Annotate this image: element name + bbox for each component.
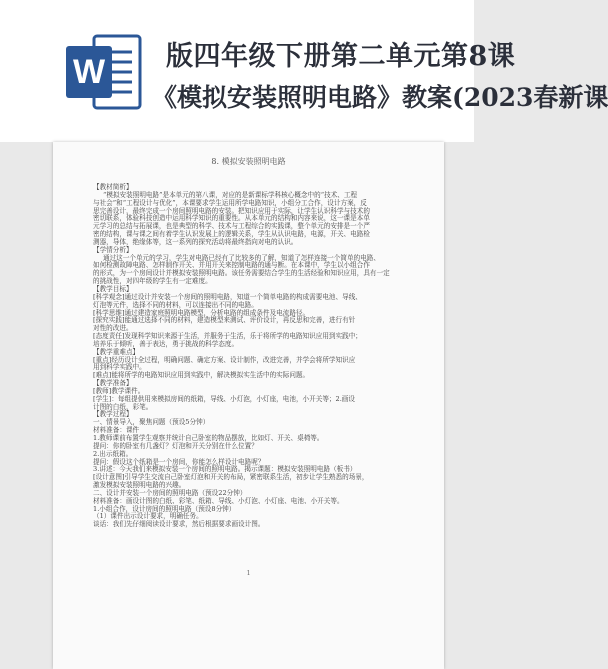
document-line: [重点]经历设计全过程，明确问题、确定方案、设计制作，改进完善，并学会将所学知识应 bbox=[93, 355, 356, 364]
document-line: 用到科学实践中。 bbox=[93, 363, 146, 372]
document-line: 对性的改进。 bbox=[93, 324, 133, 333]
document-line: 密的结构，课与课之间有着学生认识发展上的逻辑关系，学生从认识电路，电源，开关、电路检 bbox=[93, 230, 370, 239]
document-line: 材料准备：课件 bbox=[93, 426, 140, 435]
page-number: 1 bbox=[246, 570, 251, 577]
document-line: [教师]教学课件。 bbox=[93, 386, 145, 395]
document-title: 8. 模拟安装照明电路 bbox=[211, 157, 286, 166]
document-line: 材料准备：画设计图的白纸、彩笔、纸箱、导线、小灯泡、小灯座、电池、小开关等。 bbox=[93, 496, 344, 505]
document-line: 测器，导体，绝缘体等，这一系列的探究活动将最终指向对电的认识。 bbox=[93, 237, 298, 246]
document-line: 提问：假设这个纸箱是一个房间，你能怎么样设计电路呢？ bbox=[93, 457, 265, 466]
document-line: 【学情分析】 bbox=[93, 245, 133, 254]
document-line: 【教学过程】 bbox=[93, 410, 133, 419]
word-document-icon bbox=[64, 32, 144, 112]
document-line: 【教学准备】 bbox=[93, 379, 133, 388]
document-line: 激发模拟安装照明电路的兴趣。 bbox=[93, 481, 186, 490]
document-line: [科学观念]通过设计并安装一个房间的照明电路，知道一个简单电路的构成需要电池、导线、 bbox=[93, 292, 362, 301]
document-line: 3.讲述：今天我们来模拟安装一个房间的照明电路。揭示课题：模拟安装照明电路（板书） bbox=[93, 465, 357, 474]
document-line: 通过这一个单元的学习，学生对电路已经有了比较多的了解，知道了怎样连接一个简单的电路、 bbox=[103, 253, 380, 262]
document-line: 【教学重难点】 bbox=[93, 347, 140, 356]
page-title-line2: 《模拟安装照明电路》教案(2023春新课 bbox=[152, 83, 608, 112]
document-line: 一、情景导入，聚焦问题（预设5分钟） bbox=[93, 418, 210, 427]
document-line: 谈话：我们先仔细阅读设计要求，然后根据要求画设计图。 bbox=[93, 520, 265, 529]
document-line: 2.出示纸箱。 bbox=[93, 449, 133, 458]
document-line: 二、设计并安装一个房间的照明电路（预设22分钟） bbox=[93, 488, 247, 497]
document-line: 密切联系，体验科技创造中运用科学知识的重要性。从本单元的结构和内容来说，这一课是本单 bbox=[93, 214, 370, 223]
page-title-line1: 版四年级下册第二单元第8课 bbox=[166, 41, 516, 72]
document-line: 灯泡等元件，选择不同的材料，可以连接出不同的电路。 bbox=[93, 300, 258, 309]
document-line: 的挑战性，对四年级的学生有一定难度。 bbox=[93, 277, 212, 286]
document-banner bbox=[0, 0, 608, 142]
document-line: “模拟安装照明电路”是本单元的第八课，对应的是新课标学科核心概念中的“技术、工程 bbox=[103, 190, 358, 199]
document-line: 如何检测故障电路、怎样制作开关、并用开关来控制电路的通与断。在本课中，学生以小组合作 bbox=[93, 261, 370, 270]
document-line: 【教学目标】 bbox=[93, 284, 133, 293]
document-page bbox=[53, 142, 444, 669]
document-body bbox=[93, 184, 411, 529]
document-line: [探究实践]能通过选择不同的材料，建造模型来测试、评价设计，再反思和完善，进行有针 bbox=[93, 316, 356, 325]
document-line: 提问：你的卧室有几盏灯？灯泡和开关分别在什么位置？ bbox=[93, 441, 258, 450]
document-line: [学生]：每组提供用来模拟房间的纸箱，导线、小灯泡，小灯座，电池，小开关等；2.画设 bbox=[93, 394, 355, 403]
document-line: 计图的白纸，彩笔。 bbox=[93, 402, 153, 411]
document-line: 的形式，为一个房间设计并模拟安装照明电路。该任务需要结合学生的生活经验和知识应用，具有一定 bbox=[93, 269, 390, 278]
document-line: 元学习的总结与拓展课，也是典型的科学、技术与工程综合的实践课，整个单元的安排是一个严 bbox=[93, 222, 370, 231]
document-line: 与社会”和“工程设计与优化”，本课要求学生运用所学电路知识，小组分工合作，设计方案，反 bbox=[93, 198, 367, 207]
document-line: 培养乐于倾听，善于表达，勇于挑战的科学态度。 bbox=[93, 339, 239, 348]
document-line: （1）课件出示设计要求，明确任务。 bbox=[93, 512, 203, 521]
document-line: [设计意图]引导学生交流自己卧室灯泡和开关的布局，紧密联系生活，初步让学生熟悉的场景， bbox=[93, 473, 369, 482]
document-line: 【教材简析】 bbox=[93, 183, 133, 191]
document-line: 1.小组合作，设计房间的照明电路（预设8分钟） bbox=[93, 504, 236, 513]
document-line: [态度责任]发现科学知识来源于生活，并服务于生活，乐于将所学的电路知识应用到实践中； bbox=[93, 332, 362, 341]
document-line: [难点]能将所学的电路知识应用到实践中，解决模拟实生活中的实际问题。 bbox=[93, 371, 310, 380]
document-line: 思完善设计，最终完成一个房间照明电路的安装。把知识应用于实际，让学生认识科学与技术的 bbox=[93, 206, 370, 215]
svg-text:W: W bbox=[72, 53, 106, 91]
document-line: [科学思维]通过建造家庭照明电路模型，分析电路的组成条件及电流路径。 bbox=[93, 308, 310, 317]
document-line: 1.教师课前布置学生观察并统计自己卧室的物品摆放，比如灯、开关、桌椅等。 bbox=[93, 434, 324, 442]
